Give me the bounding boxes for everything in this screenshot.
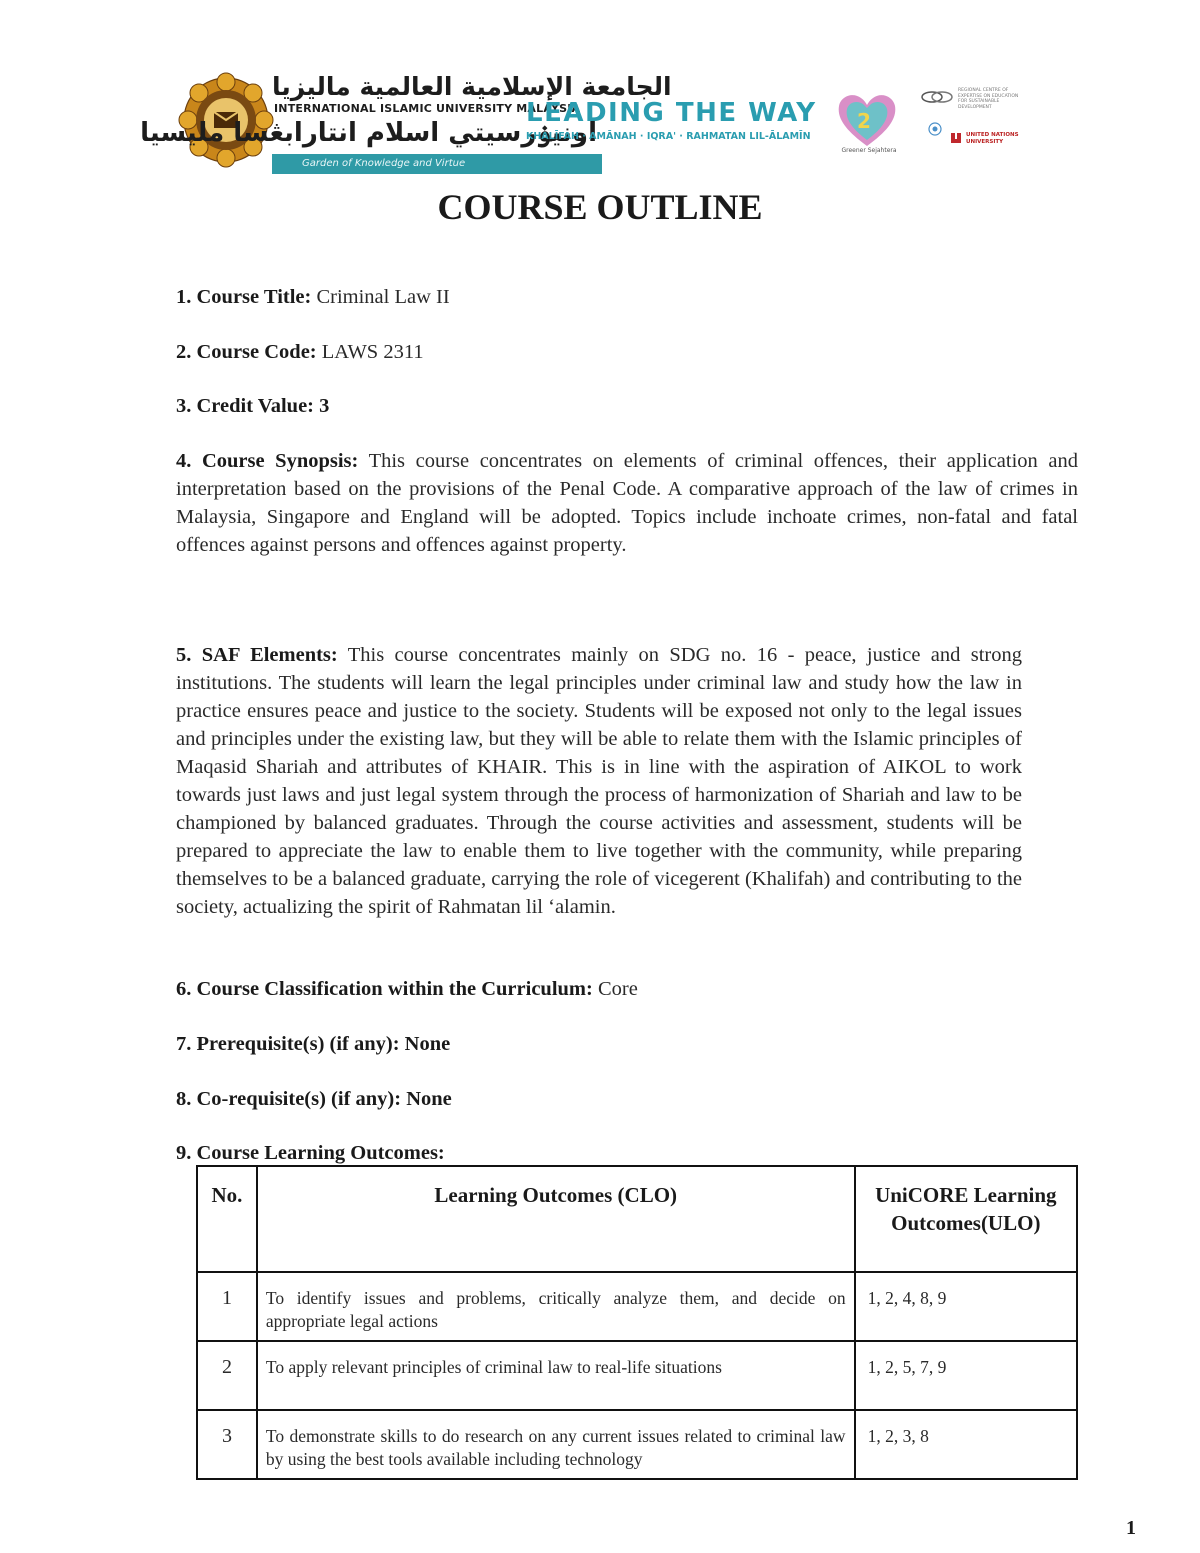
leading-the-way-values: KHALĪFAH · AMĀNAH · IQRA' · RAHMATAN LIL-ĀLAMĪN	[526, 131, 811, 142]
classification-line	[176, 975, 1078, 1003]
credit-value-line	[176, 392, 1078, 420]
row-no: 3	[197, 1410, 257, 1479]
course-title-label: 1. Course Title:	[176, 286, 312, 308]
g2-caption: Greener Sejahtera	[841, 147, 897, 154]
classification-label: 6. Course Classification within the Curriculum:	[176, 978, 593, 1000]
iium-arabic-name: الجامعة الإسلامية العالمية ماليزيا	[272, 72, 672, 101]
rce-logo	[920, 90, 954, 104]
row-clo: To demonstrate skills to do research on any current issues related to criminal law by using the best tools available including technology	[257, 1410, 855, 1479]
course-code-label: 2. Course Code:	[176, 341, 317, 363]
course-synopsis	[176, 447, 1078, 559]
page-number: 1	[1126, 1517, 1136, 1539]
header-no: No.	[197, 1166, 257, 1272]
classification-value: Core	[592, 978, 638, 1000]
prerequisite-label: 7. Prerequisite(s) (if any): None	[176, 1033, 451, 1055]
saf-elements	[176, 641, 1022, 921]
row-ulo: 1, 2, 5, 7, 9	[855, 1341, 1077, 1410]
header-clo: Learning Outcomes (CLO)	[257, 1166, 855, 1272]
header-banner	[140, 70, 1025, 176]
leading-the-way-title: LEADING THE WAY	[526, 98, 817, 128]
un-emblem-icon	[928, 122, 942, 136]
course-title-value: Criminal Law II	[311, 286, 450, 308]
course-code-value: LAWS 2311	[316, 341, 424, 363]
g2-heart-logo	[835, 90, 899, 150]
clo-heading	[176, 1139, 1078, 1167]
corequisite-line	[176, 1085, 1078, 1113]
page-title: COURSE OUTLINE	[437, 187, 763, 227]
row-ulo: 1, 2, 4, 8, 9	[855, 1272, 1077, 1341]
clo-table	[196, 1165, 1078, 1480]
header-ulo: UniCORE Learning Outcomes(ULO)	[855, 1166, 1077, 1272]
row-clo: To identify issues and problems, critically analyze them, and decide on appropriate legal actions	[257, 1272, 855, 1341]
unu-logo	[950, 132, 962, 144]
clo-label: 9. Course Learning Outcomes:	[176, 1142, 445, 1164]
unu-text: UNITED NATIONS UNIVERSITY	[966, 132, 1019, 145]
table-header-row	[197, 1166, 1077, 1272]
prerequisite-line	[176, 1030, 1078, 1058]
table-row	[197, 1341, 1077, 1410]
credit-value-label: 3. Credit Value: 3	[176, 395, 330, 417]
row-no: 2	[197, 1341, 257, 1410]
svg-text:2: 2	[857, 109, 871, 133]
iium-slogan: Garden of Knowledge and Virtue	[302, 158, 466, 169]
saf-text: This course concentrates mainly on SDG no. 16 - peace, justice and strong institutions. The students will learn the legal principles under criminal law and study how the law in practice ensures peace and justice to the society. Students will be exposed not only to the legal issues and principles under the existing law, but they will be able to relate them with the Islamic principles of Maqasid Shariah and attributes of KHAIR. This is in line with the aspiration of AIKOL to work towards just laws and just legal system through the process of harmonization of Shariah and law to be championed by balanced graduates. Through the course activities and assessment, students will be prepared to appreciate the law to enable them to live together with the community, while preparing themselves to be a balanced graduate, carrying the role of vicegerent (Khalifah) and contributing to the society, actualizing the spirit of Rahmatan lil ‘alamin.	[176, 644, 1022, 918]
saf-label: 5. SAF Elements:	[176, 644, 338, 666]
synopsis-text: This course concentrates on elements of criminal offences, their application and interpretation based on the provisions of the Penal Code. A comparative approach of the law of crimes in Malaysia, Singapore and England will be adopted. Topics include inchoate crimes, non-fatal and fatal offences against persons and offences against property.	[176, 450, 1078, 556]
row-no: 1	[197, 1272, 257, 1341]
row-clo: To apply relevant principles of criminal law to real-life situations	[257, 1341, 855, 1410]
corequisite-label: 8. Co-requisite(s) (if any): None	[176, 1088, 452, 1110]
synopsis-label: 4. Course Synopsis:	[176, 450, 359, 472]
iium-english-name: INTERNATIONAL ISLAMIC UNIVERSITY MALAYSIA	[274, 102, 581, 115]
rce-text: REGIONAL CENTRE OF EXPERTISE ON EDUCATION FOR SUSTAINABLE DEVELOPMENT	[958, 88, 1019, 110]
table-row	[197, 1272, 1077, 1341]
iium-jawi-name: اونيۏرسيتي اسلام انتارابڠسا مليسيا	[140, 118, 597, 148]
row-ulo: 1, 2, 3, 8	[855, 1410, 1077, 1479]
table-row	[197, 1410, 1077, 1479]
course-title-line	[176, 283, 1078, 311]
course-code-line	[176, 338, 1078, 366]
